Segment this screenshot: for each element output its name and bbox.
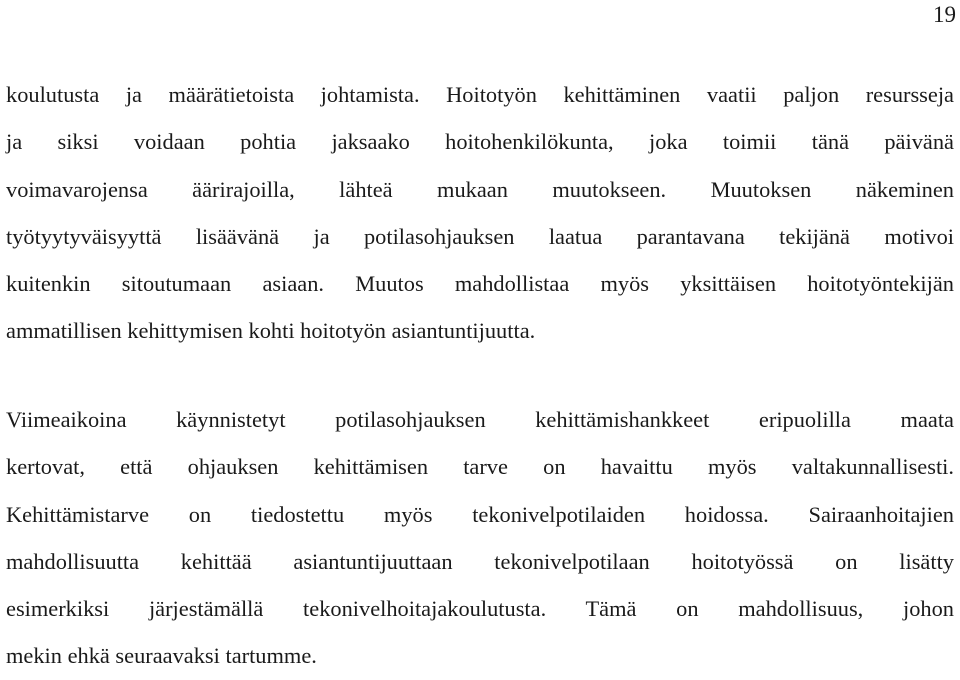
text-line: kertovat, että ohjauksen kehittämisen tarve on havaittu myös valtakunnallisesti. — [6, 454, 954, 480]
page-number: 19 — [933, 2, 956, 27]
text-line: voimavarojensa äärirajoilla, lähteä mukaan muutokseen. Muutoksen näkeminen — [6, 176, 954, 202]
text-line: ammatillisen kehittymisen kohti hoitotyön asiantuntijuutta. — [6, 318, 536, 344]
text-line: Kehittämistarve on tiedostettu myös tekonivelpotilaiden hoidossa. Sairaanhoitajien — [6, 501, 954, 527]
text-line: esimerkiksi järjestämällä tekonivelhoitajakoulutusta. Tämä on mahdollisuus, johon — [6, 596, 954, 622]
paragraph-1 — [6, 71, 954, 355]
text-line: koulutusta ja määrätietoista johtamista. Hoitotyön kehittäminen vaatii paljon resursseja — [6, 82, 954, 107]
text-line: mekin ehkä seuraavaksi tartumme. — [6, 643, 317, 669]
paragraph-2 — [6, 396, 954, 680]
text-line: työtyytyväisyyttä lisäävänä ja potilasohjauksen laatua parantavana tekijänä motivoi — [6, 223, 954, 249]
text-line: kuitenkin sitoutumaan asiaan. Muutos mahdollistaa myös yksittäisen hoitotyöntekijän — [6, 271, 954, 297]
text-line: Viimeaikoina käynnistetyt potilasohjauksen kehittämishankkeet eripuolilla maata — [6, 407, 954, 432]
text-line: ja siksi voidaan pohtia jaksaako hoitohenkilökunta, joka toimii tänä päivänä — [6, 129, 954, 155]
text-line: mahdollisuutta kehittää asiantuntijuuttaan tekonivelpotilaan hoitotyössä on lisätty — [6, 548, 954, 574]
